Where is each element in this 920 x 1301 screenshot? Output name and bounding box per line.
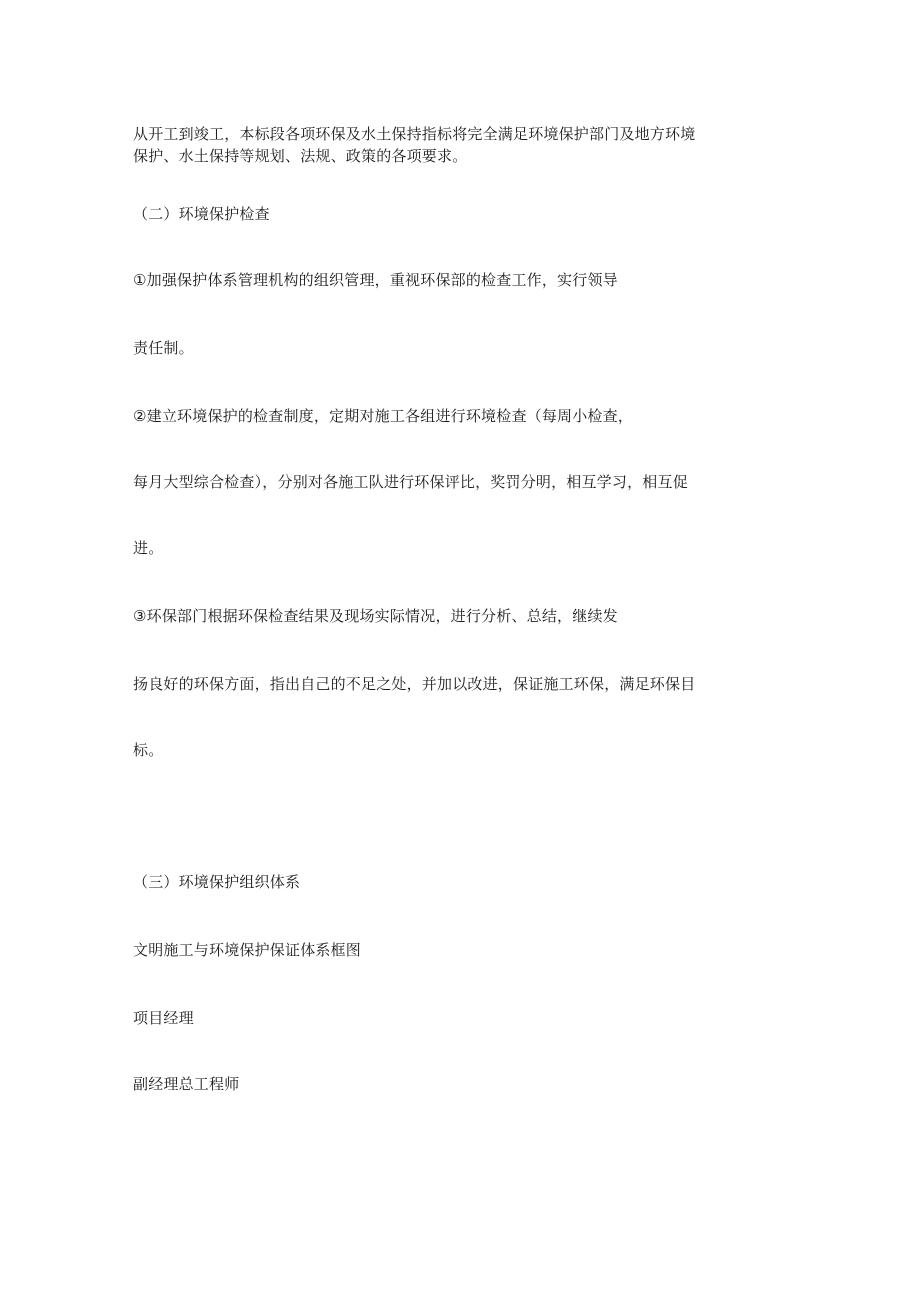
inspection-item-2-line-3: 进。 [133, 539, 164, 557]
inspection-item-2-line-1: ②建立环境保护的检查制度，定期对施工各组进行环境检查（每周小检查， [133, 407, 634, 425]
inspection-item-3-line-3: 标。 [133, 741, 164, 759]
inspection-item-3-line-1: ③环保部门根据环保检查结果及现场实际情况，进行分析、总结，继续发 [133, 607, 618, 625]
org-box-project-manager: 项目经理 [133, 1009, 194, 1027]
diagram-title: 文明施工与环境保护保证体系框图 [133, 941, 362, 959]
inspection-item-3-line-2: 扬良好的环保方面，指出自己的不足之处，并加以改进，保证施工环保，满足环保目 [133, 675, 696, 693]
org-box-deputy-chief-engineer: 副经理总工程师 [133, 1075, 240, 1093]
inspection-item-1-line-1: ①加强保护体系管理机构的组织管理，重视环保部的检查工作，实行领导 [133, 271, 618, 289]
section-heading-organization: （三）环境保护组织体系 [133, 873, 301, 891]
intro-paragraph-line-2: 保护、水土保持等规划、法规、政策的各项要求。 [133, 147, 468, 165]
inspection-item-1-line-2: 责任制。 [133, 339, 194, 357]
intro-paragraph-line-1: 从开工到竣工，本标段各项环保及水土保持指标将完全满足环境保护部门及地方环境 [133, 125, 696, 143]
section-heading-inspection: （二）环境保护检查 [133, 205, 270, 223]
inspection-item-2-line-2: 每月大型综合检查），分别对各施工队进行环保评比，奖罚分明，相互学习，相互促 [133, 473, 688, 491]
